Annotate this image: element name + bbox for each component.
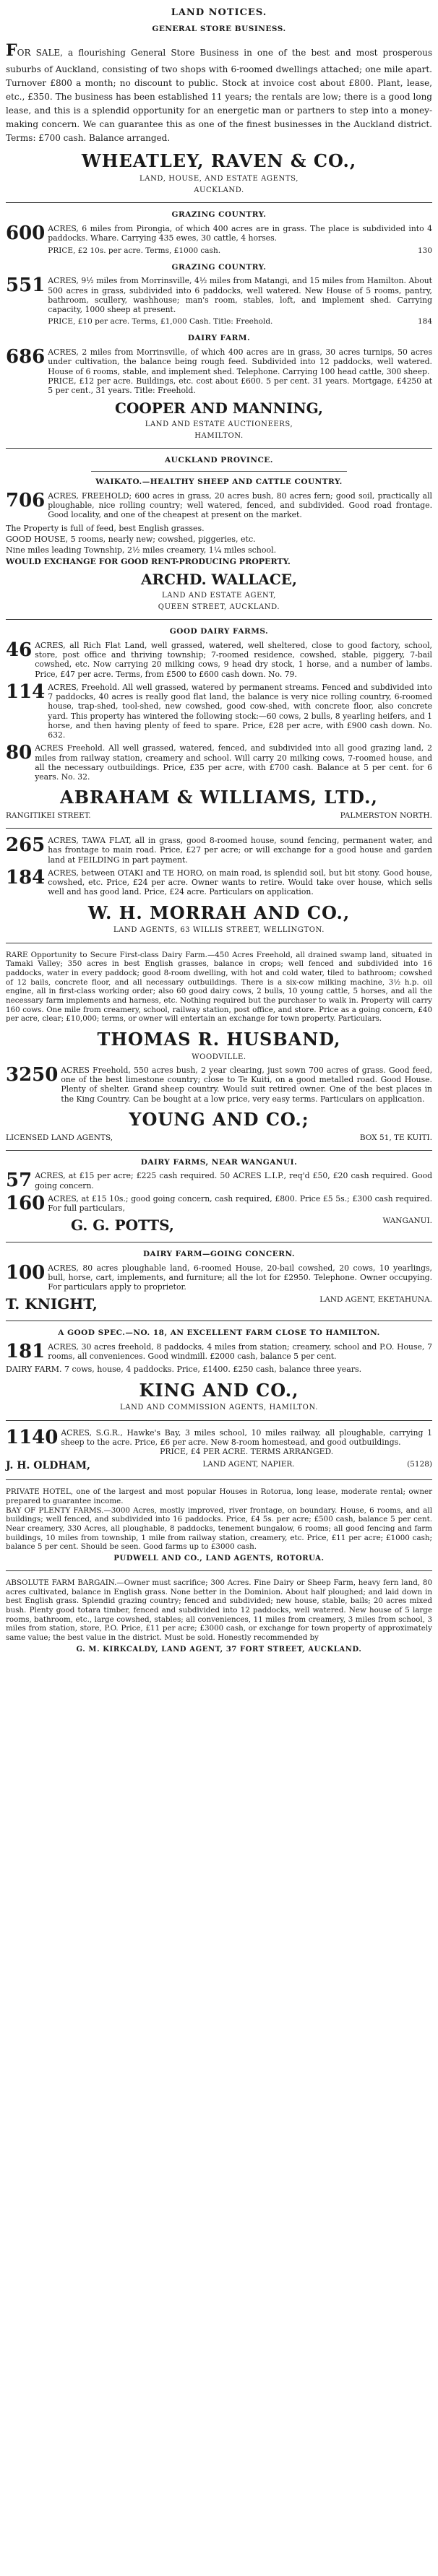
agent-name-knight: T. KNIGHT, [6,1295,98,1313]
acreage-number: 100 [6,1261,46,1284]
agent-name-oldham: J. H. OLDHAM, [6,1460,90,1472]
agent-name-abraham-williams: ABRAHAM & WILLIAMS, LTD., [60,787,378,808]
listing-text: ACRES, S.G.R., Hawke's Bay, 3 miles school, 10 miles railway, all ploughable, carrying 1 sheep to the acre. Price, £6 per acre. New 8-room homestead, and good outbuildings. [61,1427,432,1447]
divider [6,619,432,620]
agent-location: BOX 51, TE KUITI. [359,1133,432,1142]
ad-text-bay-of-plenty: BAY OF PLENTY FARMS.—3000 Acres, mostly improved, river frontage, on boundary. House, 6 rooms, and all buildings; well fenced, and subdivided into 16 paddocks. Price, £4 5s. per acre; £500 cash, balance 5 per cent. Near creamery, 330 Acres, all ploughable, 8 paddocks, tenement bungalow, 6 rooms; all good fencing and farm buildings, 10 miles from township, 1 mile from railway station, creamery, etc. Price, £11 per acre; £1000 cash; balance 5 per cent. Should be seen. Good farms up to £3000 cash. [6,1505,432,1552]
acreage-number: 57 [6,1170,33,1192]
divider [6,448,432,449]
ad-heading-general-store: GENERAL STORE BUSINESS. [152,24,286,33]
ad-heading-dairy-farm: DAIRY FARM. [187,334,251,343]
acreage-number: 114 [6,680,46,703]
listing-551-acres [6,276,432,329]
listing-text: ACRES, at £15 10s.; good going concern, cash required, £800. Price £5 5s.; £300 cash required. For full particulars, [48,1193,432,1214]
ad-subheading-waikato: WAIKATO.—HEALTHY SHEEP AND CATTLE COUNTRY. [95,477,343,486]
listing-ref: 184 [417,317,432,327]
ad-text-rare-opportunity: RARE Opportunity to Secure First-class Dairy Farm.—450 Acres Freehold, all drained swamp land, situated in Tamaki Valley; 350 acres in best English grasses, balance in crops; well fenced and subdivided into 16 paddocks, water in every paddock; good 8-room dwelling, with hot and cold water, tiled to bathroom; cowshed of 12 bails, concrete floor, and all necessary outbuildings. There is a six-cow milking machine, 3½ h.p. oil engine, all in first-class working order; also 60 good dairy cows, 2 bulls, 10 young cattle, 5 horses, and all the necessary farm implements and harness, etc. Nothing required but the purchaser to walk in. Property will carry 160 cows. One mile from creamery, school, railway station, post office, and store. Price as a going concern, £40 per acre, clear; £10,000; terms, or owner will entertain an exchange for town property. Particulars. [6,950,432,1024]
listing-price: PRICE, £4 PER ACRE. TERMS ARRANGED. [160,1447,334,1457]
agent-location: HAMILTON. [194,432,244,440]
listing-price: PRICE, £12 per acre. Buildings, etc. cost about £600. 5 per cent. 31 years. Mortgage, £4250 at 5 per cent., 31 years. Title: Freehold. [48,376,432,396]
listing-text: ACRES, FREEHOLD; 600 acres in grass, 20 acres bush, 80 acres fern; good soil, practically all ploughable, nice rolling country; well watered, fenced, and subdivided. Good road frontage. Good locality, and one of the cheapest at present on the market. [48,490,432,520]
listing-text: ACRES, all Rich Flat Land, well grassed, watered, well sheltered, close to good factory, school, store, post office and thriving township; 7-roomed residence, cowshed, stable, piggery, 7-bail cowshed, etc. Now carrying 20 milking cows, 9 head dry stock, 1 horse, and a number of lambs. Price, £47 per acre. Terms, from £500 to £600 cash down. [35,640,432,679]
acreage-number: 160 [6,1192,46,1214]
listing-text: ACRES, between OTAKI and TE HORO, on main road, is splendid soil, but bit stony. Good house, cowshed, etc. Price, £24 per acre. Owner wants to retire. Would take over house, which sells well and has good land. Price, £24 acre. Particulars on application. [48,868,432,897]
section-title: LAND NOTICES. [171,7,267,18]
divider [6,1570,432,1571]
ad-heading-going-concern: DAIRY FARM—GOING CONCERN. [142,1249,296,1258]
agent-location: LAND AGENT, NAPIER. [202,1460,295,1469]
acreage-number: 706 [6,489,46,511]
ad-heading-auckland-province: AUCKLAND PROVINCE. [165,456,273,465]
agent-location: LAND AGENTS, 63 WILLIS STREET, WELLINGTON. [113,926,325,935]
agent-description: LAND AND ESTATE AUCTIONEERS, [145,420,293,428]
listing-184-acres [6,868,432,897]
listing-text: ACRES, TAWA FLAT, all in grass, good 8-roomed house, sound fencing, permanent water, and has frontage to main road. Price, £27 per acre; or will exchange for a good house and garden land at FEILDING in part payment. [48,836,432,865]
agent-description: LAND AND ESTATE AGENT, [162,591,276,600]
acreage-number: 80 [6,742,33,764]
agent-location: WOODVILLE. [192,1053,246,1061]
listing-ref: (5128) [407,1460,432,1469]
agent-name-pudwell: PUDWELL AND CO., LAND AGENTS, ROTORUA. [113,1554,325,1563]
agent-location: PALMERSTON NORTH. [340,811,432,821]
ad-heading-good-dairy-farms: GOOD DAIRY FARMS. [169,626,269,636]
listing-57-acres [6,1171,432,1190]
ad-text-private-hotel: PRIVATE HOTEL, one of the largest and most popular Houses in Rotorua, long lease, moderate rental; owner prepared to guarantee income. [6,1487,432,1506]
listing-46-acres [6,641,432,679]
acreage-number: 686 [6,346,46,368]
listing-detail: WOULD EXCHANGE FOR GOOD RENT-PRODUCING PROPERTY. [6,556,291,566]
acreage-number: 46 [6,639,33,661]
agent-street: RANGITIKEI STREET. [6,811,91,821]
agent-location: QUEEN STREET, AUCKLAND. [158,602,280,611]
acreage-number: 551 [6,275,46,297]
listing-114-acres [6,680,432,740]
listing-ref: 130 [417,246,432,255]
ad-heading-grazing-1: GRAZING COUNTRY. [171,210,267,220]
listing-text: ACRES, at £15 per acre; £225 cash required. 50 ACRES L.I.P., req'd £50, £20 cash required. Good going concern. [35,1171,432,1190]
ad-heading-wanganui: DAIRY FARMS, NEAR WANGANUI. [140,1157,298,1167]
divider [6,1479,432,1480]
listing-detail: DAIRY FARM. 7 cows, house, 4 paddocks. Price, £1400. £250 cash, balance three years. [6,1365,362,1375]
agent-name-husband: THOMAS R. HUSBAND, [97,1028,341,1050]
agent-name-young: YOUNG AND CO.; [129,1108,309,1130]
listing-text: ACRES Freehold. All well grassed, watered, fenced, and subdivided into all good grazing land, 2 miles from railway station, creamery and school. Will carry 20 milking cows, 7-roomed house, and all the necessary outbuildings. Price, £35 per acre, with £700 cash. Balance at 5 per cent. for 6 years. [35,743,432,782]
divider [6,828,432,829]
newspaper-page [6,0,432,1661]
listing-ref: No. 32. [61,772,90,782]
acreage-number: 1140 [6,1426,59,1448]
listing-686-acres [6,347,432,395]
agent-description: LICENSED LAND AGENTS, [6,1133,113,1142]
listing-706-acres [6,491,432,520]
acreage-number: 265 [6,834,46,857]
listing-100-acres [6,1263,432,1292]
listing-text: ACRES, 6 miles from Pirongia, of which 400 acres are in grass. The place is subdivided into 4 paddocks. Whare. Carrying 435 ewes, 30 cattle, 4 horses. [48,224,432,243]
listing-detail: The Property is full of feed, best English grasses. [6,523,205,533]
agent-name-wallace: ARCHD. WALLACE, [141,571,297,589]
listing-text: ACRES, 30 acres freehold, 8 paddocks, 4 miles from station; creamery, school and P.O. House, 7 rooms, all conveniences. Good windmill. £2000 cash, balance 5 per cent. [48,1341,432,1361]
agent-name-wheatley-raven: WHEATLEY, RAVEN & CO., [81,150,357,172]
agent-description: LAND, HOUSE, AND ESTATE AGENTS, [139,174,299,183]
agent-name-morrah: W. H. MORRAH AND CO., [87,902,351,923]
acreage-number: 184 [6,866,46,889]
agent-name-kirkcaldy: G. M. KIRKCALDY, LAND AGENT, 37 FORT STREET, AUCKLAND. [76,1645,362,1654]
listing-ref: No. 79. [268,669,297,679]
agent-name-cooper-manning: COOPER AND MANNING, [115,399,323,418]
listing-price: PRICE, £2 10s. per acre. Terms, £1000 cash. [48,246,221,255]
listing-text: ACRES, 9½ miles from Morrinsville, 4½ miles from Matangi, and 15 miles from Hamilton. About 500 acres in grass, subdivided into 6 paddocks, well watered. New House of 5 rooms, pantry, bathroom, scullery, washhouse; man's room, stables, loft, and implement shed. Carrying capacity, 1000 sheep at present. [48,276,432,315]
agent-name-potts: G. G. POTTS, [71,1216,174,1235]
divider [6,202,432,203]
agent-location: AUCKLAND. [194,186,244,195]
agent-name-king: KING AND CO., [139,1379,299,1401]
divider [6,1150,432,1151]
ad-text-general-store: FOR SALE, a flourishing General Store Business in one of the best and most prosperous suburbs of Auckland, consisting of two shops with 6-roomed dwellings attached; one mile apart. Turnover £800 a month; no discount to public. Stock at invoice cost about £800. Plant, lease, etc., £350. The business has been established 11 years; the rentals are low; there is a good long lease, and this is a splendid opportunity for an energetic man or partners to step into a money-making concern. We can guarantee this as one of the finest businesses in the Auckland district. Terms: £700 cash. Balance arranged. [6,40,432,144]
listing-160-acres [6,1194,432,1214]
ad-text-farm-bargain: ABSOLUTE FARM BARGAIN.—Owner must sacrifice; 300 Acres. Fine Dairy or Sheep Farm, heavy fern land, 80 acres cultivated, balance in English grass. None better in the Dominion. About half ploughed; and laid down in best English grass. Splendid grazing country; fenced and subdivided; new house, stable, bails; 20 acres mixed bush. Plenty good totara timber, fenced and subdivided into 12 paddocks, well watered. New house of 5 large rooms, bathroom, etc., large cowshed, stables; all conveniences, 11 miles from creamery, 3 miles from school, 3 miles from station, store, P.O. Price, £11 per acre; £3000 cash, or exchange for town property of approximately same value; the best value in the district. Must be sold. Honestly recommended by [6,1578,432,1643]
ad-heading-grazing-2: GRAZING COUNTRY. [171,262,267,272]
agent-location: WANGANUI. [382,1216,432,1226]
divider [91,471,347,472]
agent-location: LAND AGENT, EKETAHUNA. [319,1295,432,1305]
listing-3250-acres [6,1063,432,1104]
listing-1140-acres [6,1428,432,1457]
divider [6,1420,432,1421]
listing-price: PRICE, £10 per acre. Terms, £1,000 Cash. Title: Freehold. [48,317,273,327]
listing-text: ACRES Freehold, 550 acres bush, 2 year clearing, just sown 700 acres of grass. Good feed, one of the best limestone country; close to Te Kuiti, on a good metalled road. Good House. Plenty of shelter. Grand sheep country. Would suit retired owner. One of the best places in the King Country. Can be bought at a low price, very easy terms. Particulars on application. [61,1065,432,1104]
listing-600-acres [6,224,432,258]
listing-detail: GOOD HOUSE, 5 rooms, nearly new; cowshed, piggeries, etc. [6,534,256,544]
acreage-number: 3250 [6,1063,59,1086]
listing-text: ACRES, Freehold. All well grassed, watered by permanent streams. Fenced and subdivided into 7 paddocks, 40 acres is really good flat land, the balance is very nice rolling country, 6-roomed house, trap-shed, tool-shed, new cowshed, good cow-shed, with concrete floor, also concrete yard. This property has wintered the following stock:—60 cows, 2 bulls, 8 yearling heifers, and 1 horse, and then having plenty of feed to spare. Price, £28 per acre, with £900 cash down. [48,682,432,730]
agent-description: LAND AND COMMISSION AGENTS, HAMILTON. [120,1404,318,1412]
acreage-number: 600 [6,222,46,245]
listing-text: ACRES, 80 acres ploughable land, 6-roomed House, 20-bail cowshed, 20 cows, 10 yearlings, bull, horse, cart, implements, and furniture; all the lot for £2950. Telephone. Owner occupying. For particulars apply to proprietor. [48,1263,432,1292]
listing-detail: Nine miles leading Township, 2½ miles creamery, 1¼ miles school. [6,545,277,556]
acreage-number: 181 [6,1340,46,1362]
listing-ref: No. 632. [48,720,432,740]
listing-text: ACRES, 2 miles from Morrinsville, of which 400 acres are in grass, 30 acres turnips, 50 acres under cultivation, the balance being rough feed. Subdivided into 12 paddocks, well watered. House of 6 rooms, stable, and implement shed. Telephone. Carrying 100 head cattle, 300 sheep. [48,347,432,376]
ad-heading-good-spec: A GOOD SPEC.—NO. 18, AN EXCELLENT FARM CLOSE TO HAMILTON. [58,1328,380,1337]
listing-80-acres [6,743,432,782]
listing-265-acres [6,836,432,865]
listing-181-acres [6,1342,432,1362]
